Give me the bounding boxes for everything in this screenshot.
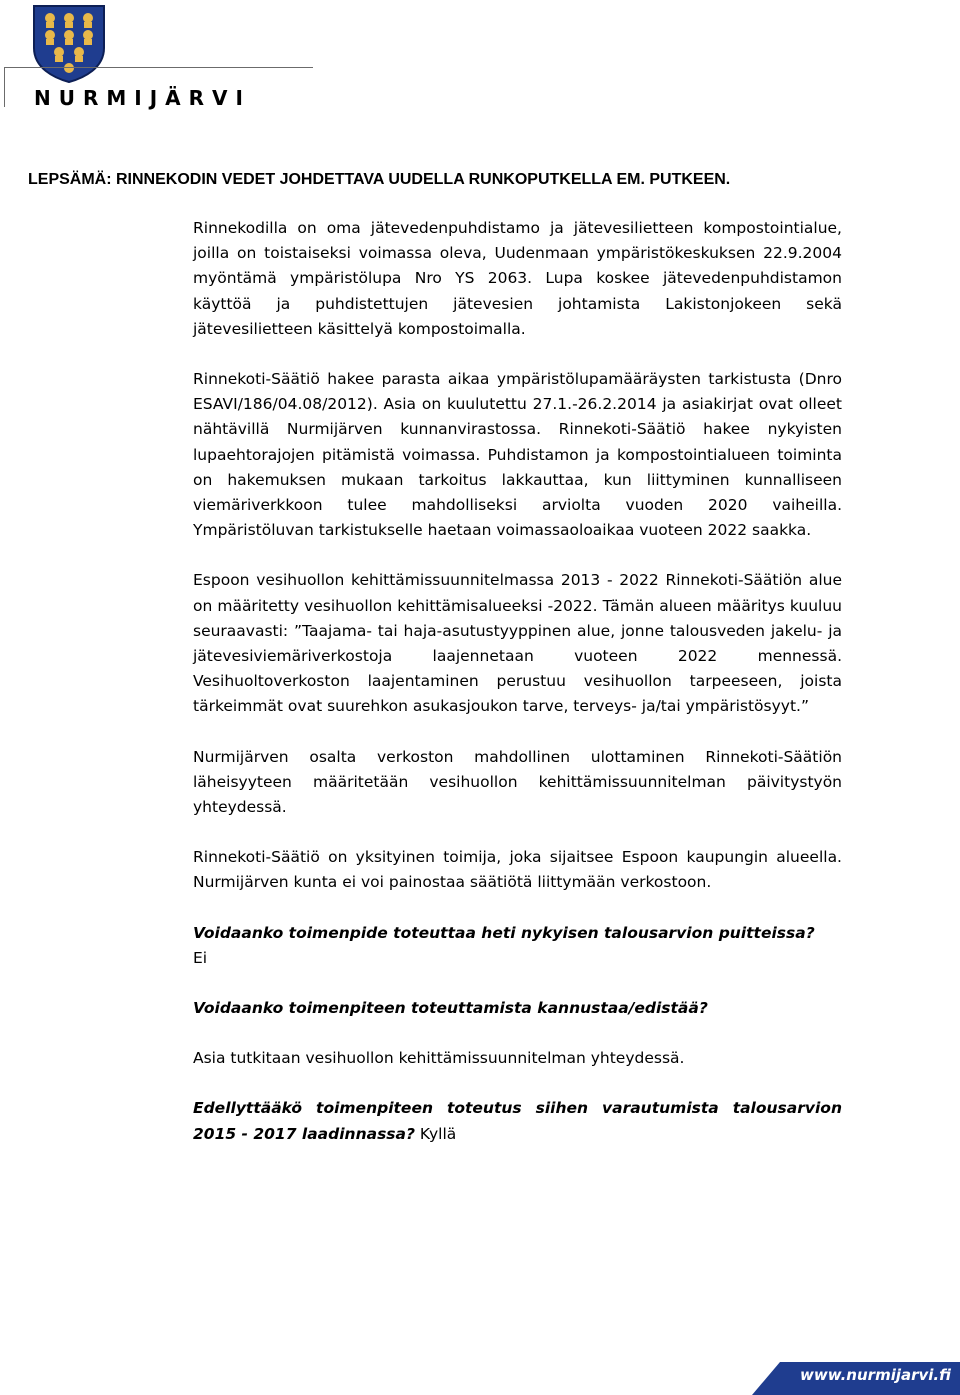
question-preparation (193, 1096, 842, 1146)
question-3: Edellyttääkö toimenpiteen toteutus siihen varautumista talousarvion 2015 - 2017 laadinnassa? (193, 1099, 842, 1143)
question-1: Voidaanko toimenpide toteuttaa heti nykyisen talousarvion puitteissa? (193, 923, 815, 942)
answer-3: Kyllä (419, 1124, 457, 1143)
footer-url[interactable]: www.nurmijarvi.fi (800, 1366, 951, 1384)
answer-1: Ei (193, 948, 208, 967)
logo-wordmark: NURMIJÄRVI (34, 86, 251, 110)
question-2: Voidaanko toimenpiteen toteuttamista kannustaa/edistää? (193, 999, 708, 1018)
document-body (193, 216, 842, 1147)
header-rule-vertical (4, 67, 5, 107)
paragraph-permit: Rinnekodilla on oma jätevedenpuhdistamo ja jätevesilietteen kompostointialue, joilla on toistaiseksi voimassa oleva, Uudenmaan ympäristökeskuksen 22.9.2004 myöntämä ympäristölupa Nro YS 2063. Lupa koskee jätevedenpuhdistamon käyttöä ja puhdistettujen jätevesien johtamista Lakistonjokeen sekä jätevesilietteen käsittelyä kompostoimalla. (193, 219, 842, 338)
document-title: LEPSÄMÄ: RINNEKODIN VEDET JOHDETTAVA UUDELLA RUNKOPUTKELLA EM. PUTKEEN. (28, 171, 731, 188)
paragraph-review: Rinnekoti-Säätiö hakee parasta aikaa ympäristölupamääräysten tarkistusta (Dnro ESAVI/186/04.08/2012). Asia on kuulutettu 27.1.-26.2.2014 ja asiakirjat ovat olleet nähtävillä Nurmijärven kunnanvirastossa. Rinnekoti-Säätiö hakee nykyisten lupaehtorajojen pitämistä voimassa. Puhdistamon ja kompostointialueen toiminta on hakemuksen mukaan tarkoitus lakkauttaa, kun liittyminen kunnalliseen viemäriverkkoon tulee mahdolliseksi arviolta vuoden 2020 vaiheilla. Ympäristöluvan tarkistukselle haetaan voimassaoloaikaa vuoteen 2022 saakka. (193, 370, 842, 540)
answer-promote: Asia tutkitaan vesihuollon kehittämissuunnitelman yhteydessä. (193, 1049, 685, 1068)
paragraph-espoo-plan: Espoon vesihuollon kehittämissuunnitelmassa 2013 - 2022 Rinnekoti-Säätiön alue on määritetty vesihuollon kehittämisalueeksi -2022. Tämän alueen määritys kuuluu seuraavasti: ”Taajama- tai haja-asutustyyppinen alue, jonne talousveden jakelu- ja jätevesiviemäriverkostoja laajennetaan vuoteen 2022 mennessä. Vesihuoltoverkoston laajentaminen perustuu vesihuollon tarpeeseen, joista tärkeimmät ovat suurehkon asukasjoukon tarve, terveys- ja/tai ympäristösyyt.” (193, 571, 842, 716)
question-budget (193, 921, 842, 971)
paragraph-private-actor: Rinnekoti-Säätiö on yksityinen toimija, joka sijaitsee Espoon kaupungin alueella. Nurmijärven kunta ei voi painostaa säätiötä liittymään verkostoon. (193, 848, 842, 892)
question-promote (193, 996, 842, 1021)
paragraph-nurmijarvi: Nurmijärven osalta verkoston mahdollinen ulottaminen Rinnekoti-Säätiön läheisyyteen määritetään vesihuollon kehittämissuunnitelman päivitystyön yhteydessä. (193, 747, 842, 817)
coat-of-arms-logo (32, 4, 106, 84)
header-rule (4, 67, 313, 68)
